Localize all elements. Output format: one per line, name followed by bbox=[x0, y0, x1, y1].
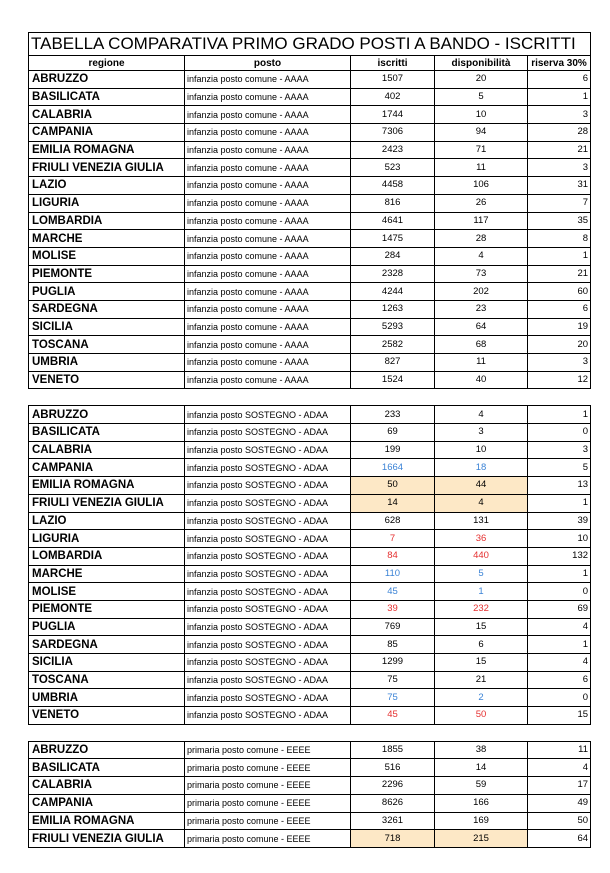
table-row bbox=[29, 265, 591, 283]
cell-iscritti: 8626 bbox=[351, 794, 435, 812]
cell-regione: ABRUZZO bbox=[29, 741, 185, 759]
table-row bbox=[29, 600, 591, 618]
cell-disponibilita: 11 bbox=[435, 354, 528, 372]
table-row bbox=[29, 830, 591, 848]
table-row bbox=[29, 794, 591, 812]
cell-iscritti: 84 bbox=[351, 547, 435, 565]
cell-posto: infanzia posto comune - AAAA bbox=[185, 300, 351, 318]
cell-iscritti: 2296 bbox=[351, 777, 435, 795]
cell-disponibilita: 1 bbox=[435, 583, 528, 601]
cell-posto: primaria posto comune - EEEE bbox=[185, 759, 351, 777]
cell-disponibilita: 50 bbox=[435, 707, 528, 725]
cell-disponibilita: 15 bbox=[435, 654, 528, 672]
cell-riserva: 1 bbox=[528, 247, 591, 265]
cell-disponibilita: 71 bbox=[435, 141, 528, 159]
cell-iscritti: 4244 bbox=[351, 283, 435, 301]
cell-iscritti: 2582 bbox=[351, 336, 435, 354]
cell-riserva: 6 bbox=[528, 300, 591, 318]
header-row bbox=[29, 56, 591, 71]
cell-iscritti: 4458 bbox=[351, 177, 435, 195]
cell-regione: TOSCANA bbox=[29, 671, 185, 689]
table-row bbox=[29, 336, 591, 354]
cell-riserva: 3 bbox=[528, 106, 591, 124]
cell-riserva: 69 bbox=[528, 600, 591, 618]
cell-disponibilita: 40 bbox=[435, 371, 528, 389]
header-disponibilita: disponibilità bbox=[435, 56, 528, 71]
cell-regione: UMBRIA bbox=[29, 354, 185, 372]
cell-riserva: 28 bbox=[528, 124, 591, 142]
cell-regione: PIEMONTE bbox=[29, 600, 185, 618]
cell-regione: SICILIA bbox=[29, 318, 185, 336]
table-row bbox=[29, 741, 591, 759]
cell-posto: infanzia posto comune - AAAA bbox=[185, 177, 351, 195]
cell-regione: LOMBARDIA bbox=[29, 547, 185, 565]
header-riserva: riserva 30% bbox=[528, 56, 591, 71]
cell-disponibilita: 2 bbox=[435, 689, 528, 707]
cell-disponibilita: 169 bbox=[435, 812, 528, 830]
cell-riserva: 13 bbox=[528, 477, 591, 495]
table-row bbox=[29, 530, 591, 548]
cell-posto: infanzia posto SOSTEGNO - ADAA bbox=[185, 441, 351, 459]
cell-iscritti: 718 bbox=[351, 830, 435, 848]
cell-disponibilita: 4 bbox=[435, 406, 528, 424]
cell-iscritti: 39 bbox=[351, 600, 435, 618]
table-row bbox=[29, 547, 591, 565]
cell-regione: CAMPANIA bbox=[29, 794, 185, 812]
cell-regione: FRIULI VENEZIA GIULIA bbox=[29, 830, 185, 848]
cell-posto: infanzia posto comune - AAAA bbox=[185, 212, 351, 230]
cell-regione: CALABRIA bbox=[29, 441, 185, 459]
cell-posto: infanzia posto SOSTEGNO - ADAA bbox=[185, 477, 351, 495]
cell-disponibilita: 44 bbox=[435, 477, 528, 495]
cell-posto: infanzia posto comune - AAAA bbox=[185, 283, 351, 301]
cell-disponibilita: 166 bbox=[435, 794, 528, 812]
cell-riserva: 1 bbox=[528, 494, 591, 512]
cell-iscritti: 45 bbox=[351, 707, 435, 725]
cell-riserva: 20 bbox=[528, 336, 591, 354]
cell-disponibilita: 117 bbox=[435, 212, 528, 230]
cell-regione: FRIULI VENEZIA GIULIA bbox=[29, 494, 185, 512]
cell-disponibilita: 106 bbox=[435, 177, 528, 195]
table-body bbox=[29, 71, 591, 848]
cell-riserva: 31 bbox=[528, 177, 591, 195]
table-row bbox=[29, 88, 591, 106]
cell-iscritti: 402 bbox=[351, 88, 435, 106]
cell-posto: infanzia posto SOSTEGNO - ADAA bbox=[185, 636, 351, 654]
cell-iscritti: 85 bbox=[351, 636, 435, 654]
table-row bbox=[29, 477, 591, 495]
table-row bbox=[29, 159, 591, 177]
cell-posto: infanzia posto comune - AAAA bbox=[185, 318, 351, 336]
cell-posto: infanzia posto SOSTEGNO - ADAA bbox=[185, 707, 351, 725]
cell-iscritti: 1524 bbox=[351, 371, 435, 389]
cell-posto: infanzia posto comune - AAAA bbox=[185, 124, 351, 142]
cell-disponibilita: 3 bbox=[435, 424, 528, 442]
cell-iscritti: 1299 bbox=[351, 654, 435, 672]
cell-disponibilita: 5 bbox=[435, 565, 528, 583]
cell-regione: PIEMONTE bbox=[29, 265, 185, 283]
cell-riserva: 10 bbox=[528, 530, 591, 548]
cell-iscritti: 2328 bbox=[351, 265, 435, 283]
cell-regione: VENETO bbox=[29, 371, 185, 389]
table-row bbox=[29, 812, 591, 830]
cell-posto: infanzia posto comune - AAAA bbox=[185, 106, 351, 124]
cell-disponibilita: 73 bbox=[435, 265, 528, 283]
table-row bbox=[29, 424, 591, 442]
cell-iscritti: 14 bbox=[351, 494, 435, 512]
table-row bbox=[29, 689, 591, 707]
cell-riserva: 21 bbox=[528, 141, 591, 159]
cell-disponibilita: 6 bbox=[435, 636, 528, 654]
cell-posto: primaria posto comune - EEEE bbox=[185, 794, 351, 812]
table-row bbox=[29, 671, 591, 689]
cell-disponibilita: 131 bbox=[435, 512, 528, 530]
cell-regione: MOLISE bbox=[29, 583, 185, 601]
table-row bbox=[29, 759, 591, 777]
cell-iscritti: 3261 bbox=[351, 812, 435, 830]
cell-regione: BASILICATA bbox=[29, 759, 185, 777]
cell-disponibilita: 11 bbox=[435, 159, 528, 177]
table-row bbox=[29, 177, 591, 195]
cell-posto: infanzia posto comune - AAAA bbox=[185, 141, 351, 159]
section-separator bbox=[29, 389, 591, 406]
table-row bbox=[29, 194, 591, 212]
cell-disponibilita: 232 bbox=[435, 600, 528, 618]
cell-regione: TOSCANA bbox=[29, 336, 185, 354]
comparison-sheet bbox=[28, 32, 590, 848]
cell-regione: BASILICATA bbox=[29, 424, 185, 442]
cell-disponibilita: 59 bbox=[435, 777, 528, 795]
cell-posto: infanzia posto comune - AAAA bbox=[185, 230, 351, 248]
cell-riserva: 3 bbox=[528, 354, 591, 372]
cell-posto: infanzia posto SOSTEGNO - ADAA bbox=[185, 530, 351, 548]
table-row bbox=[29, 141, 591, 159]
cell-disponibilita: 4 bbox=[435, 247, 528, 265]
cell-disponibilita: 94 bbox=[435, 124, 528, 142]
cell-iscritti: 1855 bbox=[351, 741, 435, 759]
cell-regione: CAMPANIA bbox=[29, 459, 185, 477]
table-row bbox=[29, 636, 591, 654]
cell-iscritti: 1263 bbox=[351, 300, 435, 318]
cell-riserva: 49 bbox=[528, 794, 591, 812]
cell-regione: VENETO bbox=[29, 707, 185, 725]
table-row bbox=[29, 124, 591, 142]
cell-riserva: 4 bbox=[528, 654, 591, 672]
comparison-table bbox=[28, 32, 591, 848]
cell-regione: BASILICATA bbox=[29, 88, 185, 106]
table-row bbox=[29, 212, 591, 230]
cell-riserva: 19 bbox=[528, 318, 591, 336]
cell-posto: infanzia posto SOSTEGNO - ADAA bbox=[185, 565, 351, 583]
cell-riserva: 1 bbox=[528, 88, 591, 106]
cell-posto: infanzia posto SOSTEGNO - ADAA bbox=[185, 618, 351, 636]
cell-regione: PUGLIA bbox=[29, 283, 185, 301]
cell-regione: LOMBARDIA bbox=[29, 212, 185, 230]
table-row bbox=[29, 777, 591, 795]
cell-iscritti: 284 bbox=[351, 247, 435, 265]
cell-disponibilita: 38 bbox=[435, 741, 528, 759]
table-row bbox=[29, 707, 591, 725]
cell-iscritti: 7 bbox=[351, 530, 435, 548]
title-row bbox=[29, 33, 591, 56]
cell-regione: PUGLIA bbox=[29, 618, 185, 636]
cell-riserva: 132 bbox=[528, 547, 591, 565]
cell-regione: MARCHE bbox=[29, 230, 185, 248]
cell-regione: ABRUZZO bbox=[29, 406, 185, 424]
table-row bbox=[29, 583, 591, 601]
cell-iscritti: 1475 bbox=[351, 230, 435, 248]
cell-posto: infanzia posto SOSTEGNO - ADAA bbox=[185, 671, 351, 689]
cell-posto: infanzia posto SOSTEGNO - ADAA bbox=[185, 583, 351, 601]
cell-iscritti: 75 bbox=[351, 671, 435, 689]
cell-iscritti: 4641 bbox=[351, 212, 435, 230]
cell-disponibilita: 28 bbox=[435, 230, 528, 248]
cell-iscritti: 5293 bbox=[351, 318, 435, 336]
cell-posto: infanzia posto SOSTEGNO - ADAA bbox=[185, 424, 351, 442]
cell-riserva: 39 bbox=[528, 512, 591, 530]
table-row bbox=[29, 247, 591, 265]
cell-riserva: 1 bbox=[528, 565, 591, 583]
cell-riserva: 6 bbox=[528, 71, 591, 89]
cell-riserva: 11 bbox=[528, 741, 591, 759]
cell-disponibilita: 440 bbox=[435, 547, 528, 565]
cell-posto: infanzia posto comune - AAAA bbox=[185, 88, 351, 106]
cell-regione: MOLISE bbox=[29, 247, 185, 265]
table-row bbox=[29, 565, 591, 583]
cell-riserva: 12 bbox=[528, 371, 591, 389]
cell-iscritti: 523 bbox=[351, 159, 435, 177]
table-row bbox=[29, 354, 591, 372]
cell-riserva: 17 bbox=[528, 777, 591, 795]
table-title: TABELLA COMPARATIVA PRIMO GRADO POSTI A BANDO - ISCRITTI bbox=[29, 33, 591, 56]
cell-posto: infanzia posto comune - AAAA bbox=[185, 265, 351, 283]
cell-iscritti: 2423 bbox=[351, 141, 435, 159]
cell-iscritti: 69 bbox=[351, 424, 435, 442]
separator-cell bbox=[29, 724, 591, 741]
cell-iscritti: 1744 bbox=[351, 106, 435, 124]
cell-regione: FRIULI VENEZIA GIULIA bbox=[29, 159, 185, 177]
cell-disponibilita: 10 bbox=[435, 106, 528, 124]
header-posto: posto bbox=[185, 56, 351, 71]
cell-disponibilita: 20 bbox=[435, 71, 528, 89]
table-row bbox=[29, 654, 591, 672]
cell-disponibilita: 21 bbox=[435, 671, 528, 689]
cell-riserva: 1 bbox=[528, 406, 591, 424]
cell-regione: CALABRIA bbox=[29, 106, 185, 124]
cell-posto: infanzia posto SOSTEGNO - ADAA bbox=[185, 689, 351, 707]
cell-posto: infanzia posto SOSTEGNO - ADAA bbox=[185, 600, 351, 618]
cell-posto: infanzia posto SOSTEGNO - ADAA bbox=[185, 406, 351, 424]
cell-regione: EMILIA ROMAGNA bbox=[29, 141, 185, 159]
cell-regione: EMILIA ROMAGNA bbox=[29, 477, 185, 495]
cell-regione: LAZIO bbox=[29, 177, 185, 195]
cell-posto: infanzia posto comune - AAAA bbox=[185, 336, 351, 354]
cell-riserva: 4 bbox=[528, 618, 591, 636]
cell-disponibilita: 36 bbox=[435, 530, 528, 548]
cell-regione: LIGURIA bbox=[29, 530, 185, 548]
cell-regione: CAMPANIA bbox=[29, 124, 185, 142]
header-regione: regione bbox=[29, 56, 185, 71]
table-row bbox=[29, 300, 591, 318]
cell-regione: SARDEGNA bbox=[29, 300, 185, 318]
cell-riserva: 0 bbox=[528, 583, 591, 601]
cell-posto: primaria posto comune - EEEE bbox=[185, 812, 351, 830]
cell-posto: infanzia posto SOSTEGNO - ADAA bbox=[185, 654, 351, 672]
cell-disponibilita: 15 bbox=[435, 618, 528, 636]
cell-posto: primaria posto comune - EEEE bbox=[185, 741, 351, 759]
cell-riserva: 60 bbox=[528, 283, 591, 301]
table-row bbox=[29, 494, 591, 512]
cell-iscritti: 75 bbox=[351, 689, 435, 707]
header-iscritti: iscritti bbox=[351, 56, 435, 71]
cell-riserva: 3 bbox=[528, 159, 591, 177]
table-row bbox=[29, 512, 591, 530]
separator-cell bbox=[29, 389, 591, 406]
table-row bbox=[29, 371, 591, 389]
cell-posto: infanzia posto comune - AAAA bbox=[185, 247, 351, 265]
cell-riserva: 21 bbox=[528, 265, 591, 283]
table-row bbox=[29, 106, 591, 124]
cell-iscritti: 816 bbox=[351, 194, 435, 212]
cell-iscritti: 45 bbox=[351, 583, 435, 601]
cell-iscritti: 199 bbox=[351, 441, 435, 459]
table-row bbox=[29, 459, 591, 477]
cell-riserva: 50 bbox=[528, 812, 591, 830]
cell-disponibilita: 14 bbox=[435, 759, 528, 777]
cell-iscritti: 110 bbox=[351, 565, 435, 583]
cell-iscritti: 628 bbox=[351, 512, 435, 530]
cell-posto: infanzia posto comune - AAAA bbox=[185, 194, 351, 212]
cell-regione: LAZIO bbox=[29, 512, 185, 530]
cell-iscritti: 516 bbox=[351, 759, 435, 777]
cell-regione: ABRUZZO bbox=[29, 71, 185, 89]
cell-posto: infanzia posto comune - AAAA bbox=[185, 371, 351, 389]
cell-posto: infanzia posto comune - AAAA bbox=[185, 71, 351, 89]
table-row bbox=[29, 71, 591, 89]
table-row bbox=[29, 230, 591, 248]
cell-riserva: 1 bbox=[528, 636, 591, 654]
cell-posto: infanzia posto SOSTEGNO - ADAA bbox=[185, 459, 351, 477]
cell-riserva: 8 bbox=[528, 230, 591, 248]
cell-posto: infanzia posto SOSTEGNO - ADAA bbox=[185, 494, 351, 512]
cell-regione: CALABRIA bbox=[29, 777, 185, 795]
cell-regione: SICILIA bbox=[29, 654, 185, 672]
cell-disponibilita: 215 bbox=[435, 830, 528, 848]
cell-disponibilita: 64 bbox=[435, 318, 528, 336]
cell-riserva: 35 bbox=[528, 212, 591, 230]
table-row bbox=[29, 618, 591, 636]
cell-iscritti: 769 bbox=[351, 618, 435, 636]
cell-regione: EMILIA ROMAGNA bbox=[29, 812, 185, 830]
cell-regione: UMBRIA bbox=[29, 689, 185, 707]
cell-regione: MARCHE bbox=[29, 565, 185, 583]
cell-posto: primaria posto comune - EEEE bbox=[185, 777, 351, 795]
cell-posto: infanzia posto SOSTEGNO - ADAA bbox=[185, 547, 351, 565]
cell-riserva: 5 bbox=[528, 459, 591, 477]
section-separator bbox=[29, 724, 591, 741]
cell-regione: LIGURIA bbox=[29, 194, 185, 212]
cell-posto: infanzia posto comune - AAAA bbox=[185, 159, 351, 177]
cell-riserva: 0 bbox=[528, 689, 591, 707]
cell-disponibilita: 26 bbox=[435, 194, 528, 212]
cell-disponibilita: 23 bbox=[435, 300, 528, 318]
cell-disponibilita: 18 bbox=[435, 459, 528, 477]
cell-disponibilita: 68 bbox=[435, 336, 528, 354]
cell-disponibilita: 10 bbox=[435, 441, 528, 459]
cell-riserva: 7 bbox=[528, 194, 591, 212]
cell-posto: primaria posto comune - EEEE bbox=[185, 830, 351, 848]
cell-iscritti: 1507 bbox=[351, 71, 435, 89]
cell-iscritti: 1664 bbox=[351, 459, 435, 477]
cell-riserva: 4 bbox=[528, 759, 591, 777]
cell-disponibilita: 4 bbox=[435, 494, 528, 512]
table-row bbox=[29, 406, 591, 424]
cell-riserva: 64 bbox=[528, 830, 591, 848]
table-row bbox=[29, 318, 591, 336]
table-row bbox=[29, 283, 591, 301]
cell-riserva: 3 bbox=[528, 441, 591, 459]
cell-iscritti: 50 bbox=[351, 477, 435, 495]
cell-iscritti: 7306 bbox=[351, 124, 435, 142]
cell-riserva: 15 bbox=[528, 707, 591, 725]
table-row bbox=[29, 441, 591, 459]
cell-disponibilita: 5 bbox=[435, 88, 528, 106]
cell-iscritti: 827 bbox=[351, 354, 435, 372]
cell-iscritti: 233 bbox=[351, 406, 435, 424]
cell-disponibilita: 202 bbox=[435, 283, 528, 301]
cell-posto: infanzia posto comune - AAAA bbox=[185, 354, 351, 372]
cell-regione: SARDEGNA bbox=[29, 636, 185, 654]
cell-riserva: 0 bbox=[528, 424, 591, 442]
cell-riserva: 6 bbox=[528, 671, 591, 689]
cell-posto: infanzia posto SOSTEGNO - ADAA bbox=[185, 512, 351, 530]
